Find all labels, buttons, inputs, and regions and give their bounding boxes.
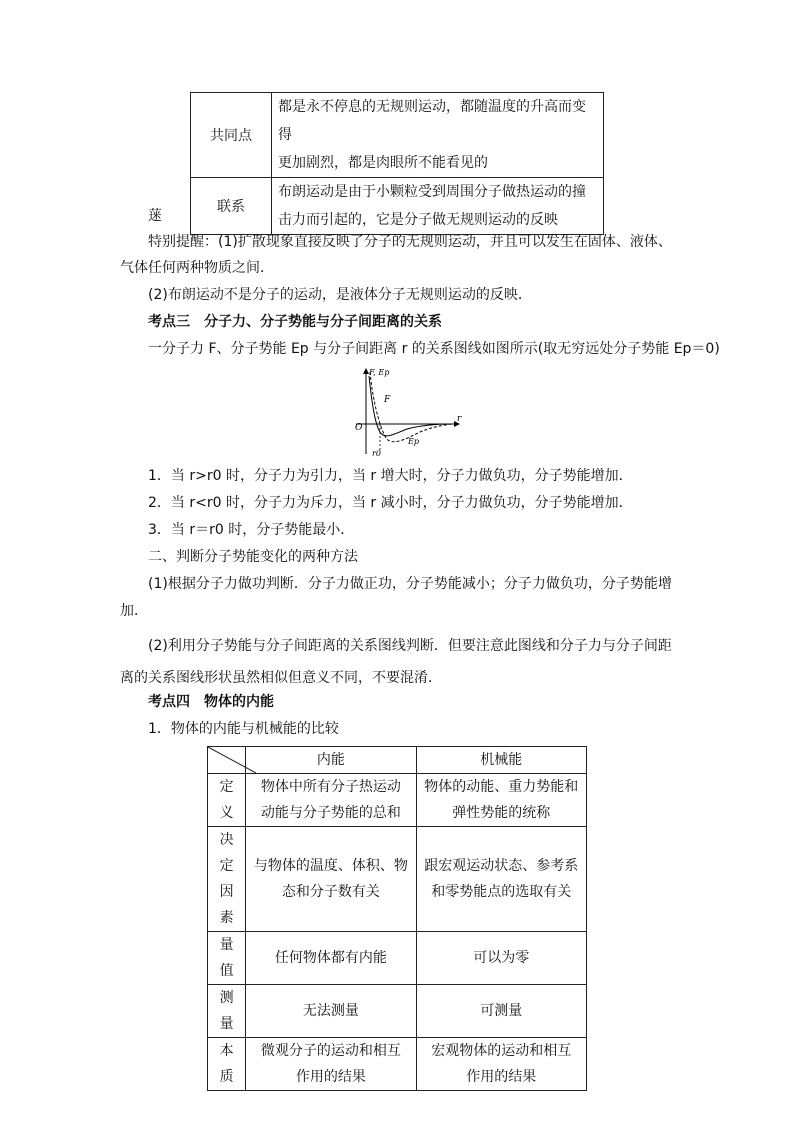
row-key-text: 决定 (219, 832, 234, 874)
cell (246, 827, 416, 932)
cell-line: 弹性势能的统称 (452, 805, 551, 821)
paragraph-line: 气体任何两种物质之间． (120, 260, 274, 276)
table-row (208, 774, 587, 827)
cell-line: 作用的结果 (466, 1069, 537, 1085)
stray-glyph: 蒾 (148, 208, 162, 224)
table-row (191, 178, 604, 235)
row-line: 更加剧烈，都是肉眼所不能看见的 (278, 155, 488, 171)
cell-line: 可测量 (480, 1003, 523, 1019)
paragraph-line: (1)根据分子力做功判断．分子力做正功，分子势能减小；分子力做负功，分子势能增 (148, 576, 672, 592)
cell-line: 物体中所有分子热运动 (260, 779, 401, 795)
column-header: 内能 (246, 747, 416, 774)
row-line: 都是永不停息的无规则运动，都随温度的升高而变得 (278, 99, 586, 143)
table-row (191, 93, 604, 178)
x-axis-label: r (457, 414, 462, 424)
row-key: 联系 (191, 178, 272, 235)
paragraph-line: 离的关系图线形状虽然相似但意义不同，不要混淆． (120, 670, 442, 686)
row-key (208, 774, 246, 827)
row-key (208, 985, 246, 1038)
paragraph-line: (2)布朗运动不是分子的运动，是液体分子无规则运动的反映． (148, 287, 532, 303)
potential-curve (370, 372, 452, 442)
table-row (208, 985, 587, 1038)
paragraph-line: 1．物体的内能与机械能的比较 (148, 721, 339, 737)
row-key (208, 827, 246, 932)
cell-line: 物体的动能、重力势能和 (424, 779, 579, 795)
row-key (208, 932, 246, 985)
cell-line: 态和分子数有关 (281, 884, 380, 900)
section-heading: 考点三 分子力、分子势能与分子间距离的关系 (148, 314, 442, 330)
table-header-row (208, 747, 587, 774)
force-curve-label: F (384, 395, 391, 405)
paragraph-line: 3．当 r＝r0 时，分子势能最小． (148, 522, 355, 538)
row-key-text: 定义 (219, 779, 234, 821)
cell (246, 774, 416, 827)
paragraph-line: 加． (120, 603, 148, 619)
paragraph-line: 2．当 r<r0 时，分子力为斥力，当 r 减小时，分子力做负功，分子势能增加． (148, 495, 633, 511)
cell-line: 宏观物体的运动和相互 (431, 1043, 572, 1059)
row-line: 布朗运动是由于小颗粒受到周围分子做热运动的撞 (278, 184, 586, 200)
table-row (208, 932, 587, 985)
energy-comparison-table (207, 746, 587, 1091)
diagonal-header-cell (208, 747, 246, 774)
diagonal-line (208, 747, 256, 773)
comparison-table-top (190, 92, 604, 235)
cell-line: 与物体的温度、体积、物 (253, 858, 408, 874)
column-header: 机械能 (416, 747, 586, 774)
row-key: 共同点 (191, 93, 272, 178)
row-value (272, 178, 604, 235)
cell (246, 1038, 416, 1091)
row-value (272, 93, 604, 178)
cell-line: 作用的结果 (295, 1069, 366, 1085)
cell (416, 774, 586, 827)
cell (416, 985, 586, 1038)
y-axis-label: F, Ep (369, 368, 390, 377)
paragraph-line: 一分子力 F、分子势能 Ep 与分子间距离 r 的关系图线如图所示(取无穷远处分子势能 Ep＝0) (148, 341, 720, 357)
row-line: 击力而引起的，它是分子做无规则运动的反映 (278, 212, 558, 228)
cell (416, 932, 586, 985)
cell-line: 可以为零 (473, 950, 530, 966)
paragraph-line: 特别提醒：(1)扩散现象直接反映了分子的无规则运动，并且可以发生在固体、液体、 (148, 234, 672, 250)
cell-line: 跟宏观运动状态、参考系 (424, 858, 579, 874)
paragraph-line: (2)利用分子势能与分子间距离的关系图线判断．但要注意此图线和分子力与分子间距 (148, 638, 672, 654)
row-key (208, 1038, 246, 1091)
cell (246, 985, 416, 1038)
table-row (208, 827, 587, 932)
force-potential-figure (352, 364, 466, 458)
row-key-text: 测量 (219, 990, 234, 1032)
cell-line: 无法测量 (302, 1003, 359, 1019)
cell (246, 932, 416, 985)
cell (416, 827, 586, 932)
cell (416, 1038, 586, 1091)
section-heading: 考点四 物体的内能 (148, 694, 274, 710)
cell-line: 微观分子的运动和相互 (260, 1043, 401, 1059)
potential-curve-label: Ep (408, 437, 419, 446)
cell-line: 动能与分子势能的总和 (260, 805, 401, 821)
origin-label: O (355, 423, 363, 433)
paragraph-line: 1．当 r>r0 时，分子力为引力，当 r 增大时，分子力做负功，分子势能增加． (148, 468, 633, 484)
r0-label: r0 (372, 449, 381, 458)
row-key-text: 本质 (219, 1043, 234, 1085)
cell-line: 任何物体都有内能 (274, 950, 387, 966)
table-row (208, 1038, 587, 1091)
row-key-text: 因素 (219, 884, 234, 926)
cell-line: 和零势能点的选取有关 (431, 884, 572, 900)
section-heading: 二、判断分子势能变化的两种方法 (148, 549, 358, 565)
row-key-text: 量值 (219, 937, 234, 979)
